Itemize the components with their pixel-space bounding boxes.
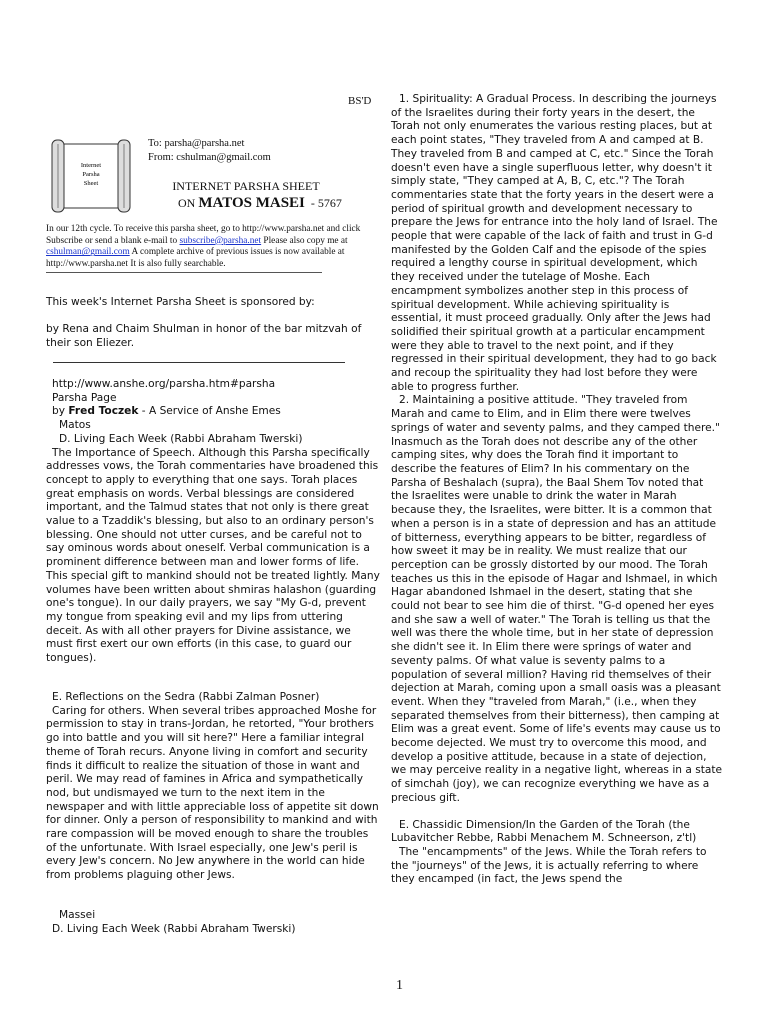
massei-label: Massei <box>59 909 96 921</box>
speech-paragraph: The Importance of Speech. Although this Parsha specifically addresses vows, the Torah commentaries have broadened this concept to apply to everything that one says. Torah places great emphasis on words. Verbal blessings are considered important, and the Talmud states that not only is there great value to a Tzaddik's blessing, but also to an ordinary person's blessing. One should not utter curses, and be careful not to say ominous words about oneself. Verbal communication is a prominent difference between man and lower forms of life. This special gift to mankind should not be treated lightly. Many volumes have been written about shmiras halashon (guarding one's tongue). In our daily prayers, we say "My G-d, prevent my tongue from speaking evil and my lips from uttering deceit. As with all other prayers for Divine assistance, we must first exert our own efforts (in this case, to guard our tongues). <box>46 446 380 665</box>
intro-text-3: A complete archive of previous issues is now available at http://www.parsha.net It is also fully searchable. <box>46 247 345 270</box>
matos-label: Matos <box>59 419 91 432</box>
source-url: http://www.anshe.org/parsha.htm#parsha <box>52 378 276 390</box>
chassidic-heading: E. Chassidic Dimension/In the Garden of the Torah (the Lubavitcher Rebbe, Rabbi Menachem M. Schneerson, z'tl) <box>391 818 697 845</box>
from-line: From: cshulman@gmail.com <box>148 152 271 163</box>
service-text: - A Service of Anshe Emes <box>138 405 281 418</box>
page-number: 1 <box>396 978 403 993</box>
reflections-heading: E. Reflections on the Sedra (Rabbi Zalman Posner) <box>52 691 320 703</box>
intro-paragraph <box>46 224 381 271</box>
sheet-title: INTERNET PARSHA SHEET <box>172 179 320 193</box>
email-link[interactable]: cshulman@gmail.com <box>46 247 130 258</box>
spirituality-paragraph: 1. Spirituality: A Gradual Process. In describing the journeys of the Israelites during their forty years in the desert, the Torah not only enumerates the various resting places, but at each point states, "They traveled from A and camped at B. They traveled from B and camped at C, etc." Since the Torah doesn't even have a single superfluous letter, why doesn't it simply state, "They camped at A, B, C, etc."? The Torah commentaries state that the forty years in the desert were a period of spiritual growth and development necessary to prepare the Jews for entrance into the holy land of Israel. The people that were capable of the lack of faith and trust in G-d manifested by the Golden Calf and the episode of the spies required a lengthy course in spiritual development, which they received under the tutelage of Moshe. Each encampment symbolizes another step in this process of spiritual development. While achieving spirituality is essential, it must proceed gradually. Only after the Jews had solidified their spiritual growth at a particular encampment were they able to travel to the next point, and if they regressed in their spiritual development, they had to go back and recoup the spirituality they had lost before they were able to progress further. <box>391 93 718 393</box>
parsha-title <box>148 195 378 212</box>
intro-text-1: In our 12th cycle. To receive this parsha sheet, go to http://www.parsha.net and click Subscribe or send a blank e-mail to <box>46 224 361 246</box>
right-column <box>391 93 723 887</box>
source-page: Parsha Page <box>52 391 117 404</box>
title-on: ON <box>178 196 196 210</box>
matos-heading: D. Living Each Week (Rabbi Abraham Twerski) <box>59 432 303 445</box>
reflections-block <box>46 691 380 883</box>
source-block <box>46 378 380 666</box>
logo-word-internet: Internet <box>80 162 102 169</box>
by-text: by <box>52 405 69 418</box>
parsha-scroll-logo <box>46 138 136 214</box>
sponsor-line: This week's Internet Parsha Sheet is sponsored by: <box>46 296 315 308</box>
subscribe-link[interactable]: subscribe@parsha.net <box>179 235 262 246</box>
encampments-paragraph: The "encampments" of the Jews. While the Torah refers to the "journeys" of the Jews, it is actually referring to where they encamped (in fact, the Jews spend the <box>391 845 707 886</box>
author-name: Fred Toczek <box>68 405 139 418</box>
parsha-name: MATOS MASEI <box>198 195 305 211</box>
intro-text-2: Please also copy me at <box>261 235 348 246</box>
contact-block <box>148 137 271 165</box>
massei-heading: D. Living Each Week (Rabbi Abraham Twerski) <box>52 922 296 935</box>
source-by <box>46 405 380 419</box>
reflections-paragraph: Caring for others. When several tribes approached Moshe for permission to stay in trans-Jordan, he retorted, "Your brothers go into battle and you will sit here?" Here a familiar integral theme of Torah recurs. Anyone living in comfort and security finds it difficult to realize the situation of those in want and peril. We may read of famines in Africa and sympathetically nod, but undismayed we turn to the next item in the newspaper and with little appreciable loss of appetite sit down for dinner. Only a person of responsibility to mankind and with rare compassion will be moved enough to share the troubles of the unfortunate. With Israel especially, one Jew's peril is every Jew's concern. No Jew anywhere in the world can hide from problems plaguing other Jews. <box>46 704 379 882</box>
parsha-year: - 5767 <box>310 196 342 210</box>
bsd-header: BS'D <box>348 95 372 107</box>
logo-word-sheet: Sheet <box>83 180 99 187</box>
sponsor-text: by Rena and Chaim Shulman in honor of the bar mitzvah of their son Eliezer. <box>46 323 362 349</box>
divider-top <box>46 272 322 273</box>
logo-word-parsha: Parsha <box>82 171 100 178</box>
positive-attitude-paragraph: 2. Maintaining a positive attitude. "They traveled from Marah and came to Elim, and in Elim there were twelves springs of water and seventy palms, and they camped there." Inasmuch as the Torah does not describe any of the other camping sites, why does the Torah find it important to describe the features of Elim? In his commentary on the Parsha of Beshalach (supra), the Baal Shem Tov noted that the Israelites were unable to drink the water in Marah because they, the Israelites, were bitter. It is a common that when a person is in a state of depression and has an attitude of bitterness, everything appears to be bitter, regardless of how sweet it may be in reality. We must realize that our perception can be grossly distorted by our mood. The Torah teaches us this in the episode of Hagar and Ishmael, in which Hagar abandoned Ishmael in the desert, stating that she could not bear to see him die of thirst. "G-d opened her eyes and she saw a well of water." The Torah is telling us that the well was there the whole time, but in her state of depression she didn't see it. In Elim there were springs of water and seventy palms. Of what value is seventy palms to a population of several million? Having rid themselves of their dejection at Marah, coming upon a small oasis was a pleasant event. When they "traveled from Marah," (i.e., when they separated themselves from their bitterness), then camping at Elim was a great event. Some of life's events may cause us to become dejected. We must try to overcome this mood, and develop a positive attitude, because in a state of dejection, we may perceive reality in a negative light, whereas in a state of simchah (joy), we can recognize everything we have as a precious gift. <box>391 394 723 804</box>
divider-sponsor <box>53 362 345 363</box>
massei-block <box>46 909 380 936</box>
to-line: To: parsha@parsha.net <box>148 138 245 149</box>
